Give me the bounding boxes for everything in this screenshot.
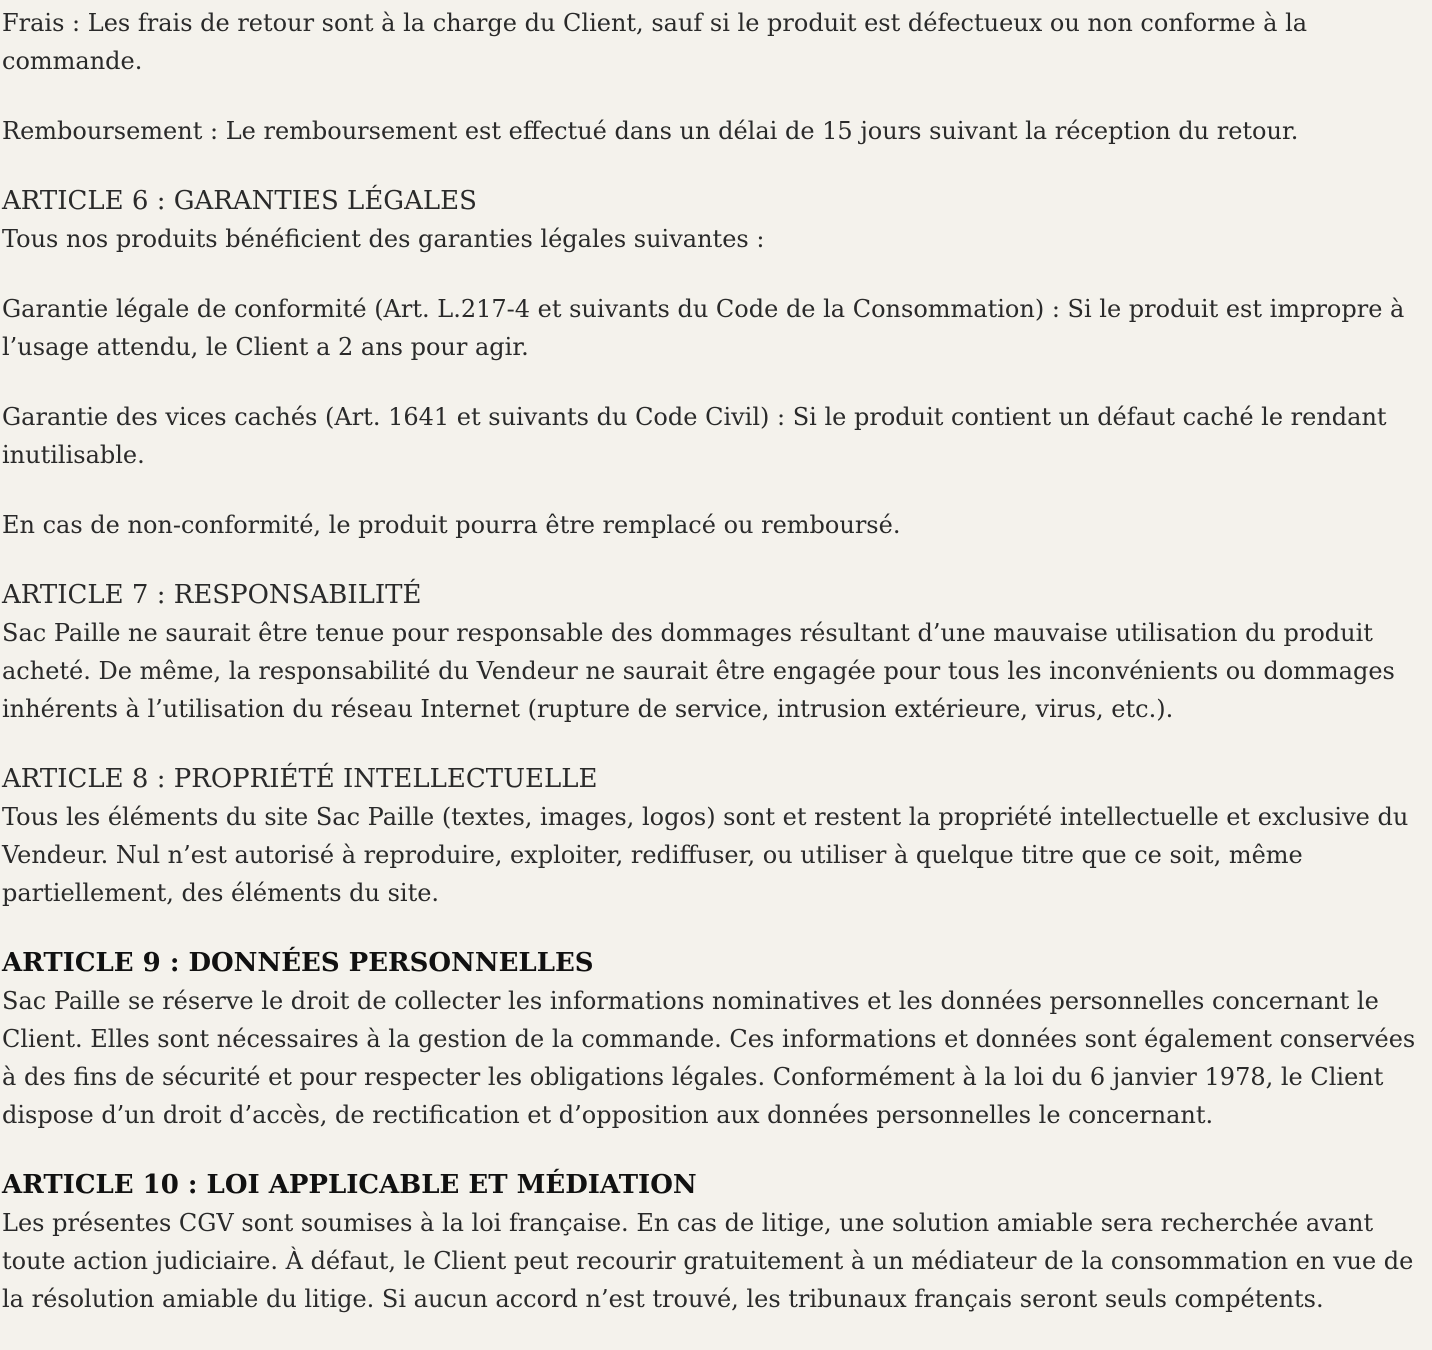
article-6-hidden-defects: Garantie des vices cachés (Art. 1641 et suivants du Code Civil) : Si le produit contient un défaut caché le rendant inutilisable. xyxy=(2,403,1387,469)
article-6-non-conformity: En cas de non-conformité, le produit pourra être remplacé ou remboursé. xyxy=(2,511,901,539)
article-9-title: ARTICLE 9 : DONNÉES PERSONNELLES xyxy=(2,948,594,978)
article-6-intro: Tous nos produits bénéficient des garanties légales suivantes : xyxy=(2,225,765,253)
article-7-title: ARTICLE 7 : RESPONSABILITÉ xyxy=(2,580,422,610)
article-7-section xyxy=(2,576,1428,728)
refund-paragraph: Remboursement : Le remboursement est effectué dans un délai de 15 jours suivant la réception du retour. xyxy=(2,117,1299,145)
article-10-title: ARTICLE 10 : LOI APPLICABLE ET MÉDIATION xyxy=(2,1170,697,1200)
article-8-title: ARTICLE 8 : PROPRIÉTÉ INTELLECTUELLE xyxy=(2,764,598,794)
article-9-section xyxy=(2,944,1428,1134)
article-6-section xyxy=(2,182,1428,544)
article-6-conformity: Garantie légale de conformité (Art. L.217-4 et suivants du Code de la Consommation) : Si le produit est impropre à l’usage attendu, le Client a 2 ans pour agir. xyxy=(2,295,1405,361)
article-7-body: Sac Paille ne saurait être tenue pour responsable des dommages résultant d’une mauvaise utilisation du produit acheté. De même, la responsabilité du Vendeur ne saurait être engagée pour tous les inconvénients ou dommages inhérents à l’utilisation du réseau Internet (rupture de service, intrusion extérieure, virus, etc.). xyxy=(2,619,1395,723)
article-9-body: Sac Paille se réserve le droit de collecter les informations nominatives et les données personnelles concernant le Client. Elles sont nécessaires à la gestion de la commande. Ces informations et données sont également conservées à des fins de sécurité et pour respecter les obligations légales. Conformément à la loi du 6 janvier 1978, le Client dispose d’un droit d’accès, de rectification et d’opposition aux données personnelles le concernant. xyxy=(2,987,1416,1129)
article-6-title: ARTICLE 6 : GARANTIES LÉGALES xyxy=(2,186,477,216)
return-fees-paragraph: Frais : Les frais de retour sont à la charge du Client, sauf si le produit est défectueux ou non conforme à la commande. xyxy=(2,9,1308,75)
article-10-section xyxy=(2,1166,1428,1318)
article-10-body: Les présentes CGV sont soumises à la loi française. En cas de litige, une solution amiable sera recherchée avant toute action judiciaire. À défaut, le Client peut recourir gratuitement à un médiateur de la consommation en vue de la résolution amiable du litige. Si aucun accord n’est trouvé, les tribunaux français seront seuls compétents. xyxy=(2,1209,1414,1313)
cgv-document xyxy=(2,4,1428,1350)
article-8-body: Tous les éléments du site Sac Paille (textes, images, logos) sont et restent la propriété intellectuelle et exclusive du Vendeur. Nul n’est autorisé à reproduire, exploiter, rediffuser, ou utiliser à quelque titre que ce soit, même partiellement, des éléments du site. xyxy=(2,803,1409,907)
article-8-section xyxy=(2,760,1428,912)
